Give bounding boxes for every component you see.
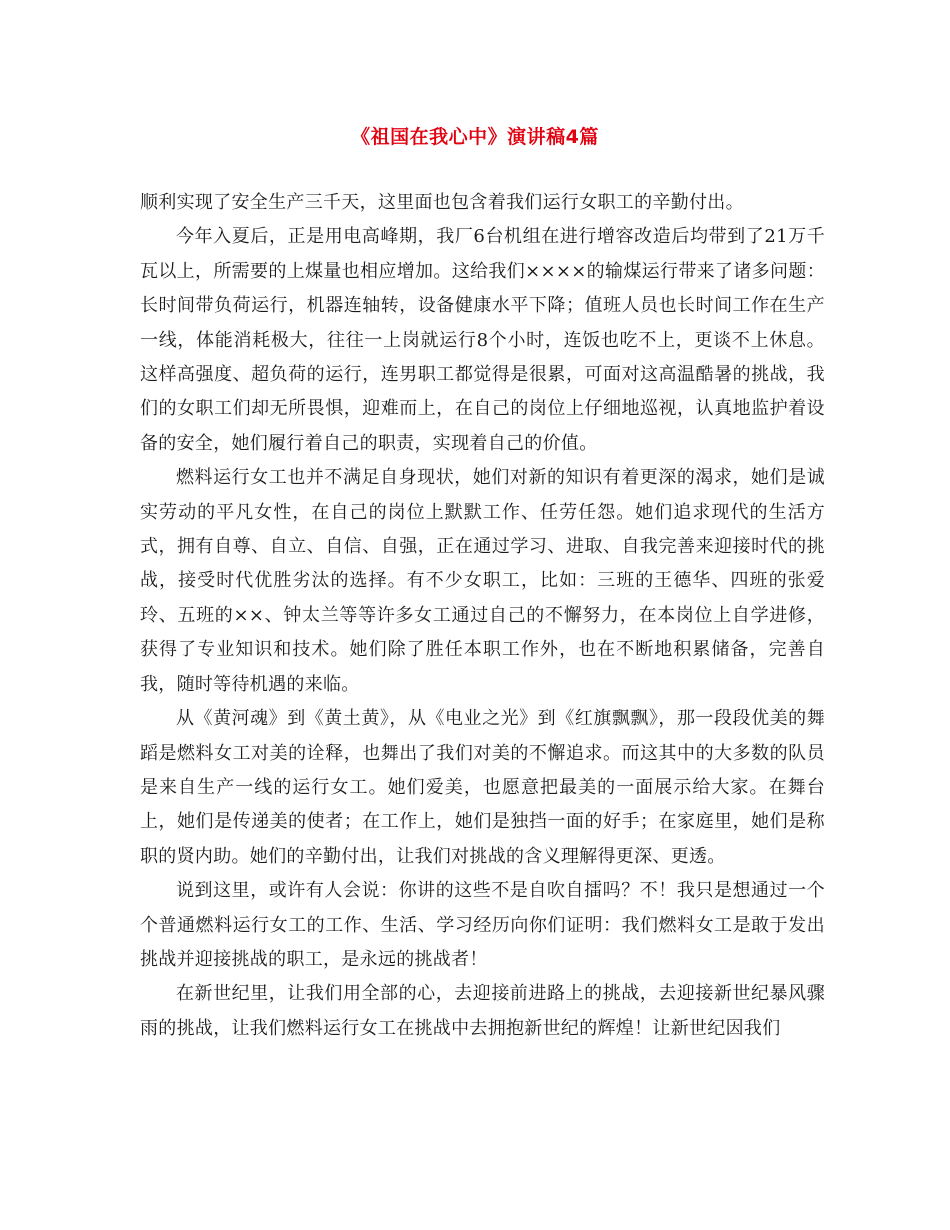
document-body bbox=[140, 186, 825, 1046]
document-title: 《祖国在我心中》演讲稿4篇 bbox=[351, 126, 599, 148]
paragraph: 从《黄河魂》到《黄土黄》，从《电业之光》到《红旗飘飘》，那一段段优美的舞蹈是燃料女工对美的诠释，也舞出了我们对美的不懈追求。而这其中的大多数的队员是来自生产一线的运行女工。她们爱美，也愿意把最美的一面展示给大家。在舞台上，她们是传递美的使者；在工作上，她们是独挡一面的好手；在家庭里，她们是称职的贤内助。她们的辛勤付出，让我们对挑战的含义理解得更深、更透。 bbox=[140, 708, 825, 867]
paragraph: 说到这里，或许有人会说：你讲的这些不是自吹自擂吗？不！我只是想通过一个个普通燃料运行女工的工作、生活、学习经历向你们证明：我们燃料女工是敢于发出挑战并迎接挑战的职工，是永远的挑战者！ bbox=[140, 880, 825, 970]
paragraph: 在新世纪里，让我们用全部的心，去迎接前进路上的挑战，去迎接新世纪暴风骤雨的挑战，让我们燃料运行女工在挑战中去拥抱新世纪的辉煌！让新世纪因我们 bbox=[140, 983, 825, 1039]
paragraph: 顺利实现了安全生产三千天，这里面也包含着我们运行女职工的辛勤付出。 bbox=[140, 192, 744, 213]
paragraph: 今年入夏后，正是用电高峰期，我厂6台机组在进行增容改造后均带到了21万千瓦以上，所需要的上煤量也相应增加。这给我们××××的输煤运行带来了诸多问题：长时间带负荷运行，机器连轴转，设备健康水平下降；值班人员也长时间工作在生产一线，体能消耗极大，往往一上岗就运行8个小时，连饭也吃不上，更谈不上休息。这样高强度、超负荷的运行，连男职工都觉得是很累，可面对这高温酷暑的挑战，我们的女职工们却无所畏惧，迎难而上，在自己的岗位上仔细地巡视，认真地监护着设备的安全，她们履行着自己的职责，实现着自己的价值。 bbox=[140, 226, 825, 454]
paragraph: 燃料运行女工也并不满足自身现状，她们对新的知识有着更深的渴求，她们是诚实劳动的平凡女性，在自己的岗位上默默工作、任劳任怨。她们追求现代的生活方式，拥有自尊、自立、自信、自强，正在通过学习、进取、自我完善来迎接时代的挑战，接受时代优胜劣汰的选择。有不少女职工，比如：三班的王德华、四班的张爱玲、五班的××、钟太兰等等许多女工通过自己的不懈努力，在本岗位上自学进修，获得了专业知识和技术。她们除了胜任本职工作外，也在不断地积累储备，完善自我，随时等待机遇的来临。 bbox=[140, 467, 825, 695]
